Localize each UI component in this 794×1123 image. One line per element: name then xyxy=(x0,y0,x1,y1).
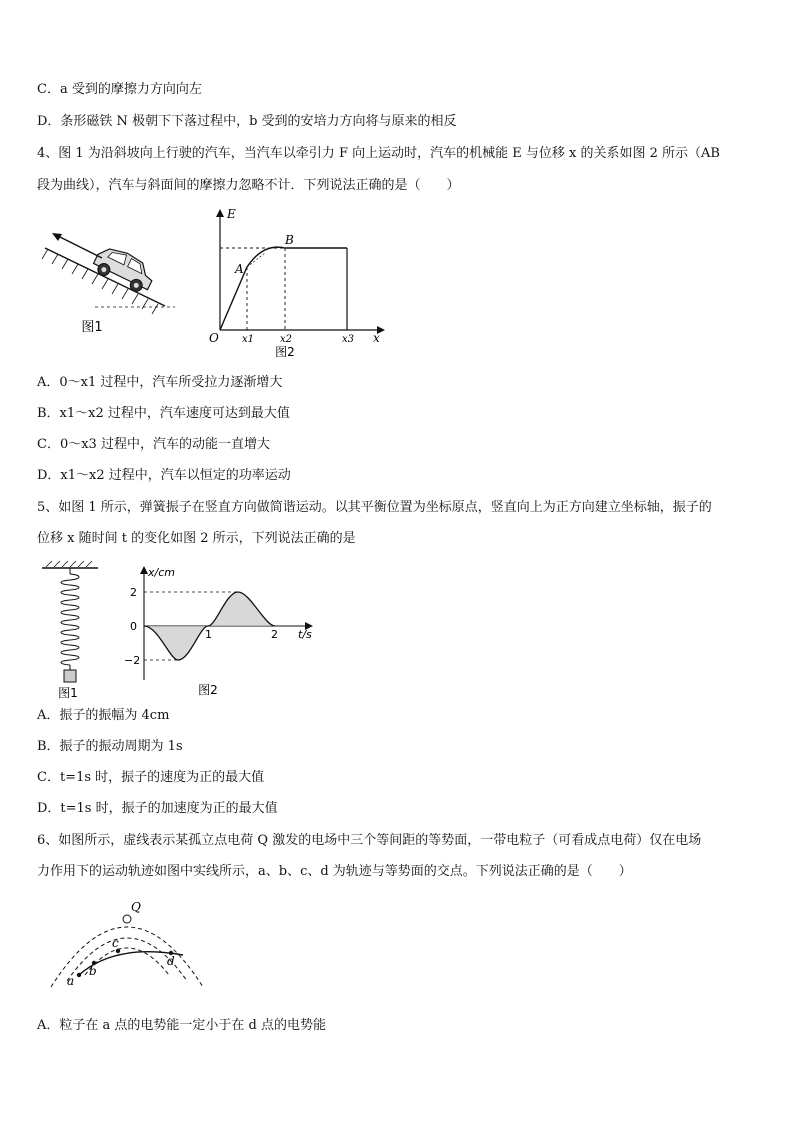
q4-fig2-label-A: A xyxy=(235,262,244,276)
q4-figure-1 xyxy=(40,218,180,343)
q6-option-a: A．粒子在 a 点的电势能一定小于在 d 点的电势能 xyxy=(37,1018,326,1033)
q4-fig2-label-x2: x2 xyxy=(280,334,293,345)
q4-fig2-label-x: x xyxy=(373,331,380,345)
q4-option-c: C．0～x3 过程中，汽车的动能一直增大 xyxy=(37,437,270,452)
q4-option-d: D．x1～x2 过程中，汽车以恒定的功率运动 xyxy=(37,468,291,483)
q6-label-a: a xyxy=(67,974,75,988)
q4-fig2-label-O: O xyxy=(209,331,219,345)
q5-fig2-caption: 图2 xyxy=(198,683,218,697)
q6-stem-line2: 力作用下的运动轨迹如图中实线所示，a、b、c、d 为轨迹与等势面的交点。下列说法正确的是（ ） xyxy=(37,864,632,879)
q5-fig2-tick-t2: 2 xyxy=(271,628,278,641)
q4-fig2-label-E: E xyxy=(227,207,236,221)
spring-icon xyxy=(61,568,79,670)
q5-option-a: A．振子的振幅为 4cm xyxy=(37,708,170,723)
q5-option-d: D．t=1s 时，振子的加速度为正的最大值 xyxy=(37,801,278,816)
q6-label-d: d xyxy=(167,954,175,968)
q6-figure xyxy=(45,893,225,1003)
q4-option-a: A．0～x1 过程中，汽车所受拉力逐渐增大 xyxy=(37,375,283,390)
q4-stem-line2: 段为曲线），汽车与斜面间的摩擦力忽略不计．下列说法正确的是（ ） xyxy=(37,178,460,193)
q5-fig2-tick-0: 0 xyxy=(130,620,137,633)
q6-label-c: c xyxy=(112,936,119,950)
q3-option-d: D．条形磁铁 N 极朝下下落过程中，b 受到的安培力方向将与原来的相反 xyxy=(37,114,457,129)
q4-fig2-label-x3: x3 xyxy=(342,334,355,345)
q4-fig2-label-x1: x1 xyxy=(242,334,255,345)
q4-stem-line1: 4、图 1 为沿斜坡向上行驶的汽车，当汽车以牵引力 F 向上运动时，汽车的机械能 E 与位移 x 的关系如图 2 所示（AB xyxy=(37,146,720,161)
q6-label-Q: Q xyxy=(131,900,141,914)
q5-option-b: B．振子的振动周期为 1s xyxy=(37,739,183,754)
q4-figure-2 xyxy=(205,205,395,360)
q5-fig2-tick-neg2: −2 xyxy=(124,654,141,667)
q6-label-b: b xyxy=(89,964,97,978)
q5-stem-line2: 位移 x 随时间 t 的变化如图 2 所示，下列说法正确的是 xyxy=(37,531,356,546)
q6-stem-line1: 6、如图所示，虚线表示某孤立点电荷 Q 激发的电场中三个等间距的等势面，一带电粒子（可看成点电荷）仅在电场 xyxy=(37,833,702,848)
car-icon xyxy=(90,242,158,296)
q3-option-c: C．a 受到的摩擦力方向向左 xyxy=(37,82,202,97)
q4-fig2-label-B: B xyxy=(285,233,294,247)
q4-fig2-caption: 图2 xyxy=(275,345,295,359)
q5-fig2-tick-t1: 1 xyxy=(205,628,212,641)
q4-option-b: B．x1～x2 过程中，汽车速度可达到最大值 xyxy=(37,406,290,421)
q5-option-c: C．t=1s 时，振子的速度为正的最大值 xyxy=(37,770,265,785)
q5-fig2-tick-2: 2 xyxy=(130,586,137,599)
q5-figure-2 xyxy=(120,562,320,702)
q5-fig2-y-axis-label: x/cm xyxy=(148,566,175,579)
q4-fig1-caption: 图1 xyxy=(81,320,103,335)
q5-fig1-caption: 图1 xyxy=(58,686,78,700)
q5-fig2-x-axis-label: t/s xyxy=(298,628,312,641)
q5-stem-line1: 5、如图 1 所示，弹簧振子在竖直方向做简谐运动。以其平衡位置为坐标原点，竖直向上为正方向建立坐标轴，振子的 xyxy=(37,500,712,515)
q5-figure-1 xyxy=(38,560,108,700)
